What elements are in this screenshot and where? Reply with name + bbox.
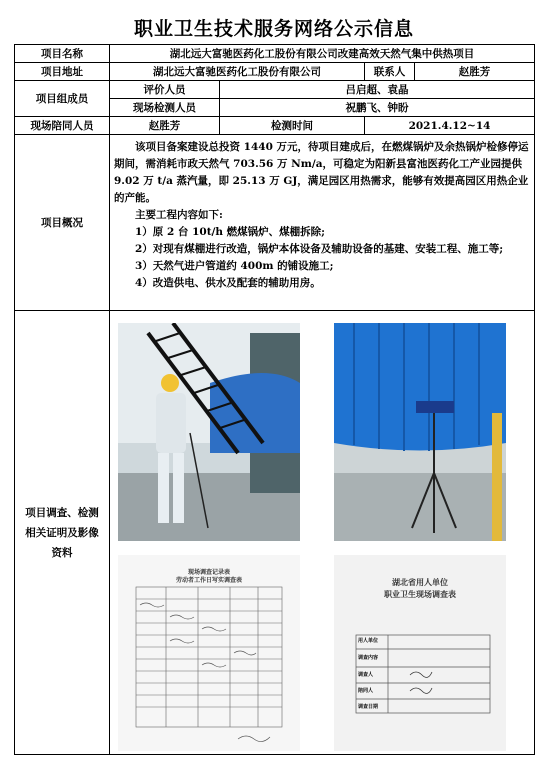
project-address-value: 湖北远大富驰医药化工股份有限公司 (110, 63, 365, 81)
row-evaluators (15, 81, 535, 99)
survey-form-document (334, 555, 506, 751)
doc-right-row: 陪同人 (358, 687, 374, 694)
overview-content (110, 135, 535, 311)
overview-item: 2）对现有煤棚进行改造，锅炉本体设备及辅助设备的基建、安装工程、施工等; (135, 243, 504, 255)
overview-item: 1）原 2 台 10t/h 燃煤锅炉、煤棚拆除; (135, 226, 326, 238)
overview-paragraph: 该项目备案建设总投资 1440 万元，待项目建成后，在燃煤锅炉及余热锅炉检修停运期间，需消耗市政天然气 703.56 万 Nm/a，可稳定为阳新县富池医药化工产业园提供 9.02 万 t/a 蒸汽量，即 25.13 万 GJ，满足园区用热需求，能够有效提高园区用热企业的产能。 (114, 141, 529, 204)
row-project-address (15, 63, 535, 81)
page-title: 职业卫生技术服务网络公示信息 (133, 18, 414, 40)
row-project-name (15, 45, 535, 63)
evidence-label: 项目调查、检测相关证明及影像资料 (15, 311, 110, 755)
test-time-value: 2021.4.12~14 (365, 117, 535, 135)
escort-label: 现场陪同人员 (15, 117, 110, 135)
doc-right-row: 调查人 (358, 671, 374, 678)
doc-right-row: 调查内容 (358, 654, 379, 661)
doc-right-title-2: 职业卫生现场调查表 (384, 589, 456, 599)
row-overview (15, 135, 535, 311)
overview-item: 4）改造供电、供水及配套的辅助用房。 (135, 277, 321, 289)
row-evidence (15, 311, 535, 755)
project-address-label: 项目地址 (15, 63, 110, 81)
overview-label: 项目概况 (15, 135, 110, 311)
doc-left-title-1: 现场调查记录表 (187, 568, 230, 576)
doc-right-row: 调查日期 (358, 703, 379, 710)
evidence-content (110, 311, 535, 755)
evaluators-value: 吕启超、袁晶 (220, 81, 535, 99)
site-photo-equipment (334, 323, 506, 541)
row-escort (15, 117, 535, 135)
team-label: 项目组成员 (15, 81, 110, 117)
project-name-label: 项目名称 (15, 45, 110, 63)
contact-label: 联系人 (365, 63, 415, 81)
contact-value: 赵胜芳 (415, 63, 535, 81)
field-testers-label: 现场检测人员 (110, 99, 220, 117)
doc-right-title-1: 湖北省用人单位 (392, 577, 448, 587)
evaluators-label: 评价人员 (110, 81, 220, 99)
overview-item: 3）天然气进户管道约 400m 的铺设施工; (135, 260, 334, 272)
survey-record-document (118, 555, 300, 751)
doc-left-title-2: 劳动者工作日写实调查表 (175, 576, 242, 584)
test-time-label: 检测时间 (220, 117, 365, 135)
overview-main-heading: 主要工程内容如下: (135, 209, 223, 221)
doc-right-row: 用人单位 (358, 637, 379, 644)
project-name-value: 湖北远大富驰医药化工股份有限公司改建高效天然气集中供热项目 (110, 45, 535, 63)
escort-value: 赵胜芳 (110, 117, 220, 135)
site-photo-worker (118, 323, 300, 541)
info-table (14, 44, 535, 755)
field-testers-value: 祝鹏飞、钟盼 (220, 99, 535, 117)
